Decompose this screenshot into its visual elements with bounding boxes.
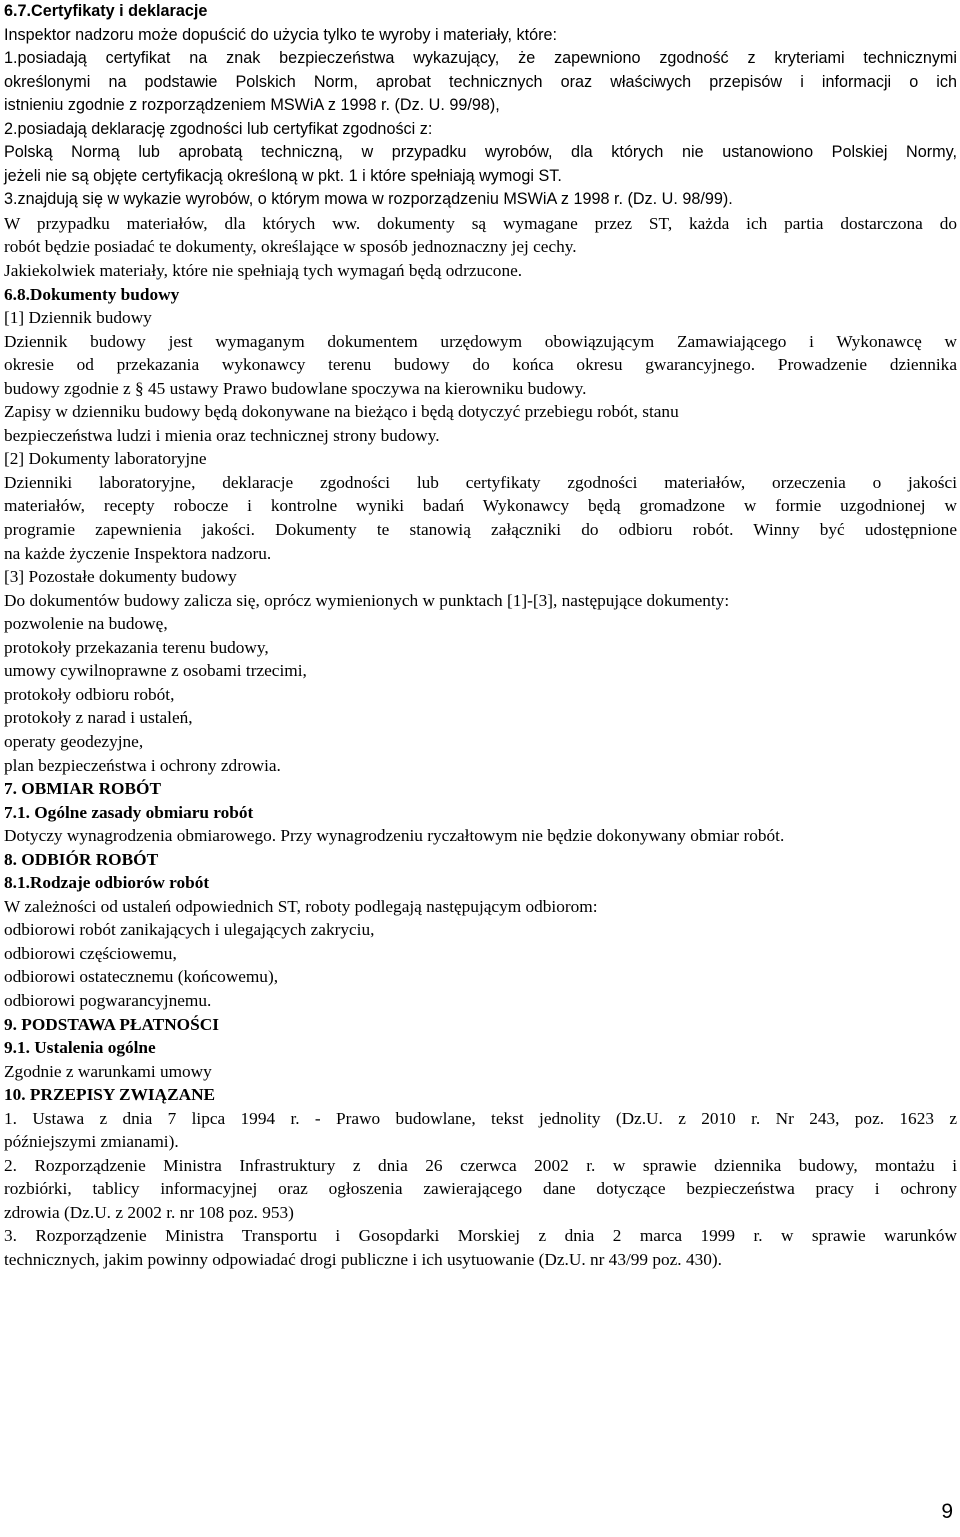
page-number: 9 (941, 1500, 953, 1523)
text-line: Dziennik budowy jest wymaganym dokumentem urzędowym obowiązującym Zamawiającego i Wykonawcę w (4, 331, 957, 351)
section-heading: 8.1.Rodzaje odbiorów robót (4, 873, 210, 893)
text-line: W przypadku materiałów, dla których ww. dokumenty są wymagane przez ST, każda ich partia dostarczona do (4, 213, 957, 233)
text-line: odbiorowi pogwarancyjnemu. (4, 990, 212, 1010)
text-line: odbiorowi ostatecznemu (końcowemu), (4, 967, 279, 987)
text-line: materiałów, recepty robocze i kontrolne wyniki badań Wykonawcy będą gromadzone w formie uzgodnionej w (4, 496, 957, 516)
text-line: odbiorowi robót zanikających i ulegających zakryciu, (4, 920, 375, 940)
text-line: bezpieczeństwa ludzi i mienia oraz technicznej strony budowy. (4, 425, 440, 445)
text-line: Do dokumentów budowy zalicza się, oprócz wymienionych w punktach [1]-[3], następujące dokumenty: (4, 590, 730, 610)
text-line: robót będzie posiadać te dokumenty, określające w sposób jednoznaczny jej cechy. (4, 237, 577, 257)
text-line: 2.posiadają deklarację zgodności lub certyfikat zgodności z: (4, 119, 433, 138)
text-line: [1] Dziennik budowy (4, 308, 152, 328)
section-heading: 6.8.Dokumenty budowy (4, 284, 180, 304)
text-line: istnieniu zgodnie z rozporządzeniem MSWiA z 1998 r. (Dz. U. 99/98), (4, 96, 500, 115)
text-line: umowy cywilnoprawne z osobami trzecimi, (4, 661, 307, 681)
text-line: okresie od przekazania wykonawcy terenu budowy do końca okresu gwarancyjnego. Prowadzenie dziennika (4, 355, 957, 375)
text-line: Zgodnie z warunkami umowy (4, 1061, 212, 1081)
section-heading: 10. PRZEPISY ZWIĄZANE (4, 1085, 216, 1105)
text-line: budowy zgodnie z § 45 ustawy Prawo budowlane spoczywa na kierowniku budowy. (4, 378, 587, 398)
text-line: Zapisy w dzienniku budowy będą dokonywane na bieżąco i będą dotyczyć przebiegu robót, stanu (4, 402, 679, 422)
text-line: późniejszymi zmianami). (4, 1132, 179, 1152)
text-line: 3.znajdują się w wykazie wyrobów, o którym mowa w rozporządzeniu MSWiA z 1998 r. (Dz. U. 98/99). (4, 190, 733, 209)
section-heading: 9.1. Ustalenia ogólne (4, 1038, 156, 1058)
text-line: protokoły z narad i ustaleń, (4, 708, 193, 728)
text-line: określonymi na podstawie Polskich Norm, aprobat technicznych oraz właściwych przepisów i informacji o ich (4, 72, 957, 91)
text-line: technicznych, jakim powinny odpowiadać drogi publiczne i ich usytuowanie (Dz.U. nr 43/99 poz. 430). (4, 1249, 722, 1269)
section-heading: 9. PODSTAWA PŁATNOŚCI (4, 1014, 219, 1034)
text-line: [3] Pozostałe dokumenty budowy (4, 567, 237, 587)
text-line: rozbiórki, tablicy informacyjnej oraz ogłoszenia zawierającego dane dotyczące bezpieczeństwa pracy i ochrony (4, 1179, 957, 1199)
text-line: Dotyczy wynagrodzenia obmiarowego. Przy wynagrodzeniu ryczałtowym nie będzie dokonywany obmiar robót. (4, 826, 785, 846)
text-line: odbiorowi częściowemu, (4, 943, 177, 963)
section-heading: 7.1. Ogólne zasady obmiaru robót (4, 802, 254, 822)
text-line: operaty geodezyjne, (4, 731, 144, 751)
text-line: W zależności od ustaleń odpowiednich ST, roboty podlegają następującym odbiorom: (4, 896, 598, 916)
text-line: Dzienniki laboratoryjne, deklaracje zgodności lub certyfikaty zgodności materiałów, orzeczenia o jakości (4, 472, 957, 492)
section-heading: 6.7.Certyfikaty i deklaracje (4, 2, 208, 20)
section-heading: 8. ODBIÓR ROBÓT (4, 849, 159, 869)
text-line: 3. Rozporządzenie Ministra Transportu i Gosopdarki Morskiej z dnia 2 marca 1999 r. w sprawie warunków (4, 1226, 957, 1246)
text-line: protokoły odbioru robót, (4, 684, 175, 704)
text-line: jeżeli nie są objęte certyfikacją określoną w pkt. 1 i które spełniają wymogi ST. (4, 166, 562, 185)
text-line: Inspektor nadzoru może dopuścić do użycia tylko te wyroby i materiały, które: (4, 25, 558, 44)
document-body (4, 0, 957, 1272)
text-line: [2] Dokumenty laboratoryjne (4, 449, 207, 469)
text-line: pozwolenie na budowę, (4, 614, 168, 634)
text-line: zdrowia (Dz.U. z 2002 r. nr 108 poz. 953) (4, 1202, 294, 1222)
section-heading: 7. OBMIAR ROBÓT (4, 779, 161, 799)
text-line: 1. Ustawa z dnia 7 lipca 1994 r. - Prawo budowlane, tekst jednolity (Dz.U. z 2010 r. Nr 243, poz. 1623 z (4, 1108, 957, 1128)
text-line: plan bezpieczeństwa i ochrony zdrowia. (4, 755, 281, 775)
text-line: 2. Rozporządzenie Ministra Infrastruktury z dnia 26 czerwca 2002 r. w sprawie dziennika budowy, montażu i (4, 1155, 957, 1175)
text-line: protokoły przekazania terenu budowy, (4, 637, 269, 657)
text-line: Polską Normą lub aprobatą techniczną, w przypadku wyrobów, dla których nie ustanowiono Polskiej Normy, (4, 143, 957, 162)
text-line: 1.posiadają certyfikat na znak bezpieczeństwa wykazujący, że zapewniono zgodność z kryteriami technicznymi (4, 49, 957, 68)
text-line: Jakiekolwiek materiały, które nie spełniają tych wymagań będą odrzucone. (4, 261, 523, 281)
text-line: na każde życzenie Inspektora nadzoru. (4, 543, 272, 563)
text-line: programie zapewnienia jakości. Dokumenty te stanowią załączniki do odbioru robót. Winny być udostępnione (4, 520, 957, 540)
